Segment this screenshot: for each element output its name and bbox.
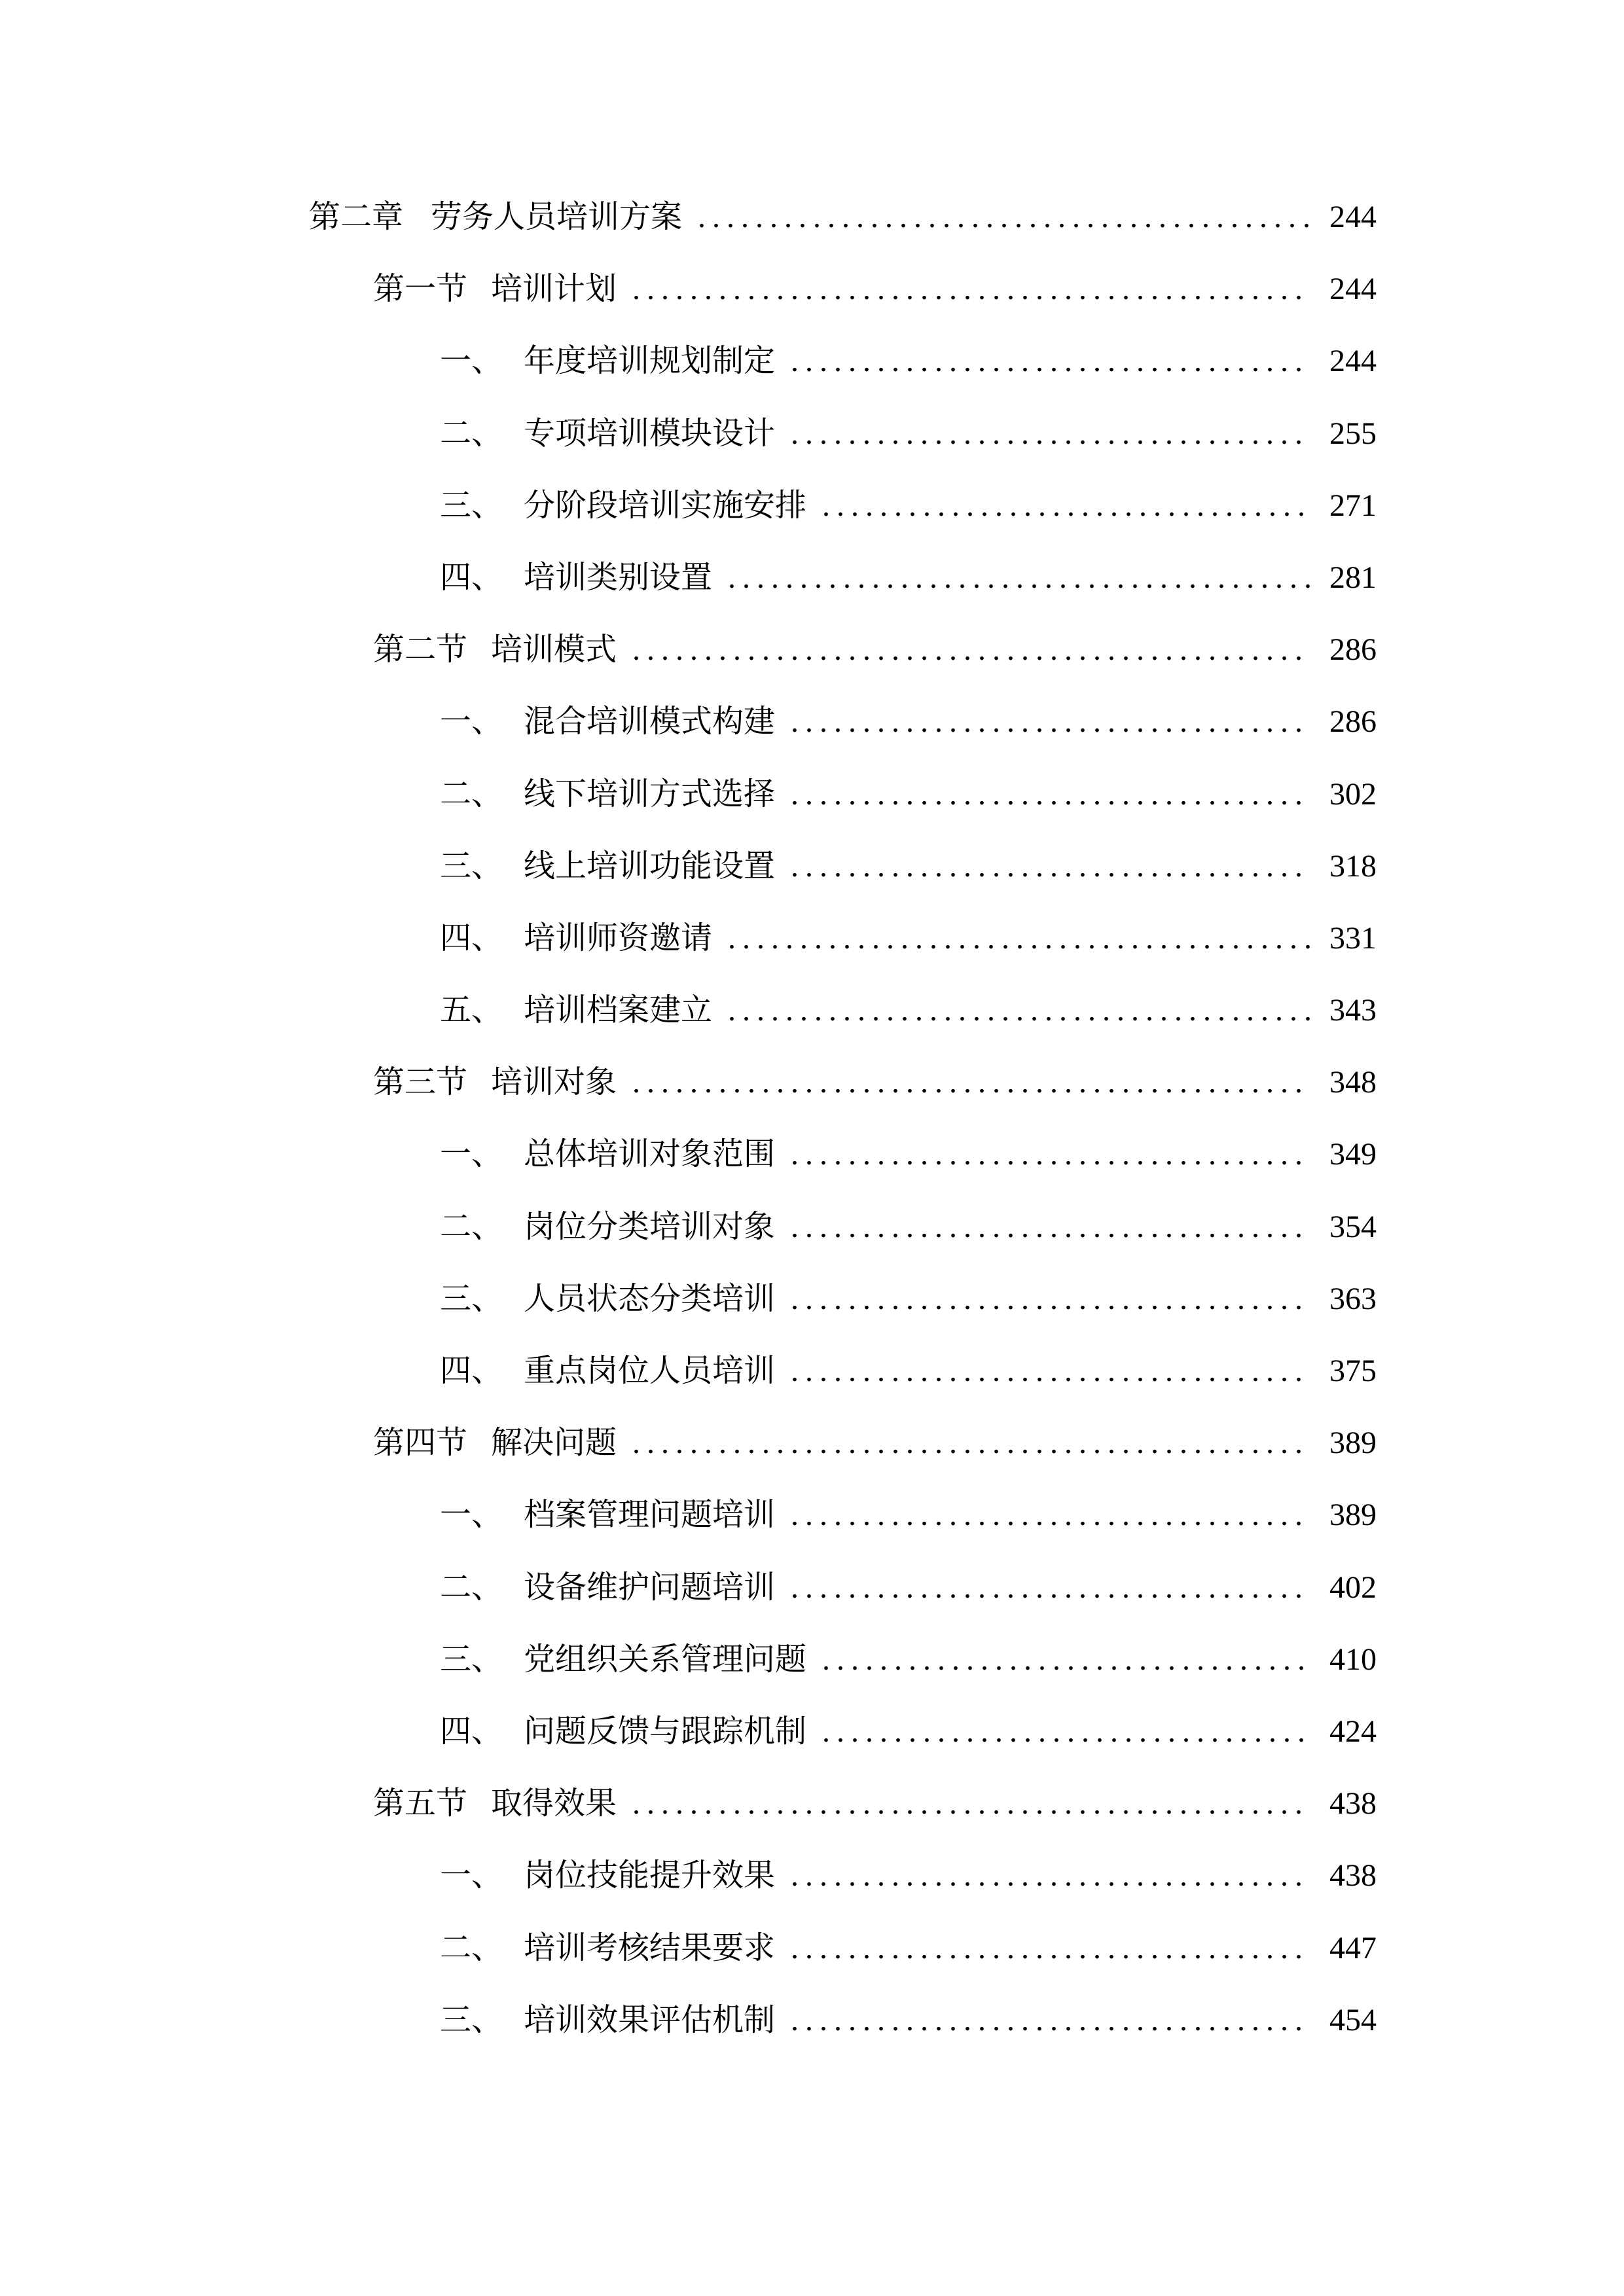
dot-leader: [822, 1624, 1310, 1696]
toc-entry-number: 二、: [440, 416, 503, 451]
toc-entry[interactable]: [0, 686, 1624, 758]
toc-entry-number: 四、: [440, 1713, 503, 1749]
toc-entry-title: 设备维护问题培训: [524, 1570, 776, 1605]
toc-entry-title: 档案管理问题培训: [524, 1498, 776, 1533]
toc-entry-number: 三、: [440, 2002, 503, 2037]
toc-entry[interactable]: [0, 1263, 1624, 1335]
toc-entry-number: 第四节: [373, 1426, 468, 1461]
toc-entry-number: 二、: [440, 776, 503, 812]
toc-entry-title: 培训档案建立: [524, 993, 713, 1028]
toc-entry-number: 二、: [440, 1570, 503, 1605]
toc-entry[interactable]: [0, 1912, 1624, 1984]
dot-leader: [632, 1768, 1310, 1840]
toc-entry-page: 318: [1329, 848, 1377, 884]
toc-entry-page: 402: [1329, 1570, 1377, 1605]
toc-entry-page: 410: [1329, 1641, 1377, 1677]
toc-entry-title: 培训效果评估机制: [524, 2002, 776, 2037]
toc-entry[interactable]: [0, 1984, 1624, 2056]
dot-leader: [791, 831, 1310, 903]
dot-leader: [791, 1984, 1310, 2056]
toc-entry-page: 389: [1329, 1426, 1377, 1461]
dot-leader: [632, 1047, 1310, 1119]
toc-entry[interactable]: [0, 470, 1624, 542]
toc-entry[interactable]: [0, 1407, 1624, 1479]
toc-entry-number: 二、: [440, 1930, 503, 1965]
toc-entry[interactable]: [0, 1335, 1624, 1407]
dot-leader: [632, 253, 1310, 325]
toc-entry[interactable]: [0, 181, 1624, 253]
toc-entry-number: 三、: [440, 1641, 503, 1677]
toc-entry-title: 重点岗位人员培训: [524, 1354, 776, 1388]
toc-entry-title: 劳务人员培训方案: [431, 200, 683, 234]
toc-entry-title: 解决问题: [491, 1426, 617, 1461]
toc-entry-title: 人员状态分类培训: [524, 1281, 776, 1316]
dot-leader: [791, 1191, 1310, 1263]
toc-entry-page: 244: [1329, 272, 1377, 307]
toc-entry[interactable]: [0, 614, 1624, 686]
dot-leader: [791, 1119, 1310, 1191]
toc-entry-page: 255: [1329, 416, 1377, 451]
toc-entry[interactable]: [0, 975, 1624, 1047]
toc-entry-page: 438: [1329, 1786, 1377, 1821]
toc-entry-page: 244: [1329, 200, 1377, 234]
toc-entry-title: 取得效果: [491, 1786, 617, 1821]
toc-entry-number: 三、: [440, 848, 503, 884]
toc-entry-page: 354: [1329, 1209, 1377, 1244]
dot-leader: [791, 686, 1310, 758]
toc-entry-number: 一、: [440, 1498, 503, 1533]
toc-entry-number: 四、: [440, 920, 503, 956]
toc-entry[interactable]: [0, 1624, 1624, 1696]
dot-leader: [791, 398, 1310, 470]
toc-entry-page: 348: [1329, 1065, 1377, 1100]
toc-entry-page: 389: [1329, 1498, 1377, 1533]
toc-entry-page: 375: [1329, 1354, 1377, 1388]
toc-entry-title: 岗位分类培训对象: [524, 1209, 776, 1244]
toc-entry-title: 培训计划: [491, 272, 617, 307]
toc-entry-number: 第二章: [309, 200, 404, 234]
toc-entry-title: 专项培训模块设计: [524, 416, 776, 451]
toc-entry-title: 总体培训对象范围: [524, 1137, 776, 1172]
toc-entry[interactable]: [0, 325, 1624, 397]
toc-entry-page: 281: [1329, 560, 1377, 595]
toc-entry-number: 一、: [440, 344, 503, 379]
toc-entry[interactable]: [0, 1047, 1624, 1119]
toc-entry-page: 271: [1329, 488, 1377, 523]
toc-entry-title: 培训考核结果要求: [524, 1930, 776, 1965]
toc-entry-page: 454: [1329, 2002, 1377, 2037]
toc-entry[interactable]: [0, 903, 1624, 975]
toc-entry-title: 问题反馈与跟踪机制: [524, 1713, 807, 1749]
dot-leader: [791, 1263, 1310, 1335]
toc-entry[interactable]: [0, 1119, 1624, 1191]
dot-leader: [822, 1696, 1310, 1768]
dot-leader: [728, 903, 1310, 975]
toc-entry-number: 三、: [440, 1281, 503, 1316]
toc-entry-title: 线下培训方式选择: [524, 776, 776, 812]
toc-entry-number: 第五节: [373, 1786, 468, 1821]
toc-entry-page: 302: [1329, 776, 1377, 812]
toc-entry-number: 一、: [440, 1858, 503, 1893]
dot-leader: [791, 759, 1310, 831]
toc-entry-page: 438: [1329, 1858, 1377, 1893]
toc-entry-page: 331: [1329, 920, 1377, 956]
toc-entry[interactable]: [0, 1552, 1624, 1624]
dot-leader: [728, 975, 1310, 1047]
toc-entry-page: 447: [1329, 1930, 1377, 1965]
toc-entry-page: 343: [1329, 993, 1377, 1028]
toc-entry[interactable]: [0, 831, 1624, 903]
toc-entry-title: 年度培训规划制定: [524, 344, 776, 379]
toc-entry-title: 党组织关系管理问题: [524, 1641, 807, 1677]
toc-entry[interactable]: [0, 1840, 1624, 1912]
toc-entry-title: 培训师资邀请: [524, 920, 713, 956]
toc-entry-page: 363: [1329, 1281, 1377, 1316]
toc-entry[interactable]: [0, 398, 1624, 470]
dot-leader: [632, 614, 1310, 686]
toc-entry-title: 岗位技能提升效果: [524, 1858, 776, 1893]
dot-leader: [791, 325, 1310, 397]
dot-leader: [822, 470, 1310, 542]
toc-entry-title: 培训模式: [491, 632, 617, 668]
toc-entry-number: 第一节: [373, 272, 468, 307]
toc-entry-page: 349: [1329, 1137, 1377, 1172]
toc-entry-title: 线上培训功能设置: [524, 848, 776, 884]
toc-entry[interactable]: [0, 1479, 1624, 1551]
toc-entry-title: 培训类别设置: [524, 560, 713, 595]
dot-leader: [791, 1912, 1310, 1984]
dot-leader: [791, 1479, 1310, 1551]
toc-entry[interactable]: [0, 1191, 1624, 1263]
dot-leader: [791, 1840, 1310, 1912]
toc-entry-title: 分阶段培训实施安排: [524, 488, 807, 523]
toc-entry-number: 五、: [440, 993, 503, 1028]
dot-leader: [698, 181, 1310, 253]
toc-entry[interactable]: [0, 1696, 1624, 1768]
toc-entry-number: 第三节: [373, 1065, 468, 1100]
toc-entry-number: 四、: [440, 560, 503, 595]
toc-entry-page: 286: [1329, 704, 1377, 740]
toc-entry-number: 四、: [440, 1354, 503, 1388]
toc-entry-page: 286: [1329, 632, 1377, 668]
dot-leader: [791, 1335, 1310, 1407]
toc-entry-page: 424: [1329, 1713, 1377, 1749]
toc-entry-number: 三、: [440, 488, 503, 523]
toc-entry-number: 二、: [440, 1209, 503, 1244]
toc-entry-page: 244: [1329, 344, 1377, 379]
toc-entry-number: 一、: [440, 1137, 503, 1172]
dot-leader: [632, 1407, 1310, 1479]
toc-entry-title: 培训对象: [491, 1065, 617, 1100]
dot-leader: [791, 1552, 1310, 1624]
toc-entry-title: 混合培训模式构建: [524, 704, 776, 740]
dot-leader: [728, 542, 1310, 614]
toc-entry[interactable]: [0, 759, 1624, 831]
toc-entry[interactable]: [0, 542, 1624, 614]
toc-entry-number: 第二节: [373, 632, 468, 668]
toc-entry-number: 一、: [440, 704, 503, 740]
toc-entry[interactable]: [0, 253, 1624, 325]
toc-entry[interactable]: [0, 1768, 1624, 1840]
